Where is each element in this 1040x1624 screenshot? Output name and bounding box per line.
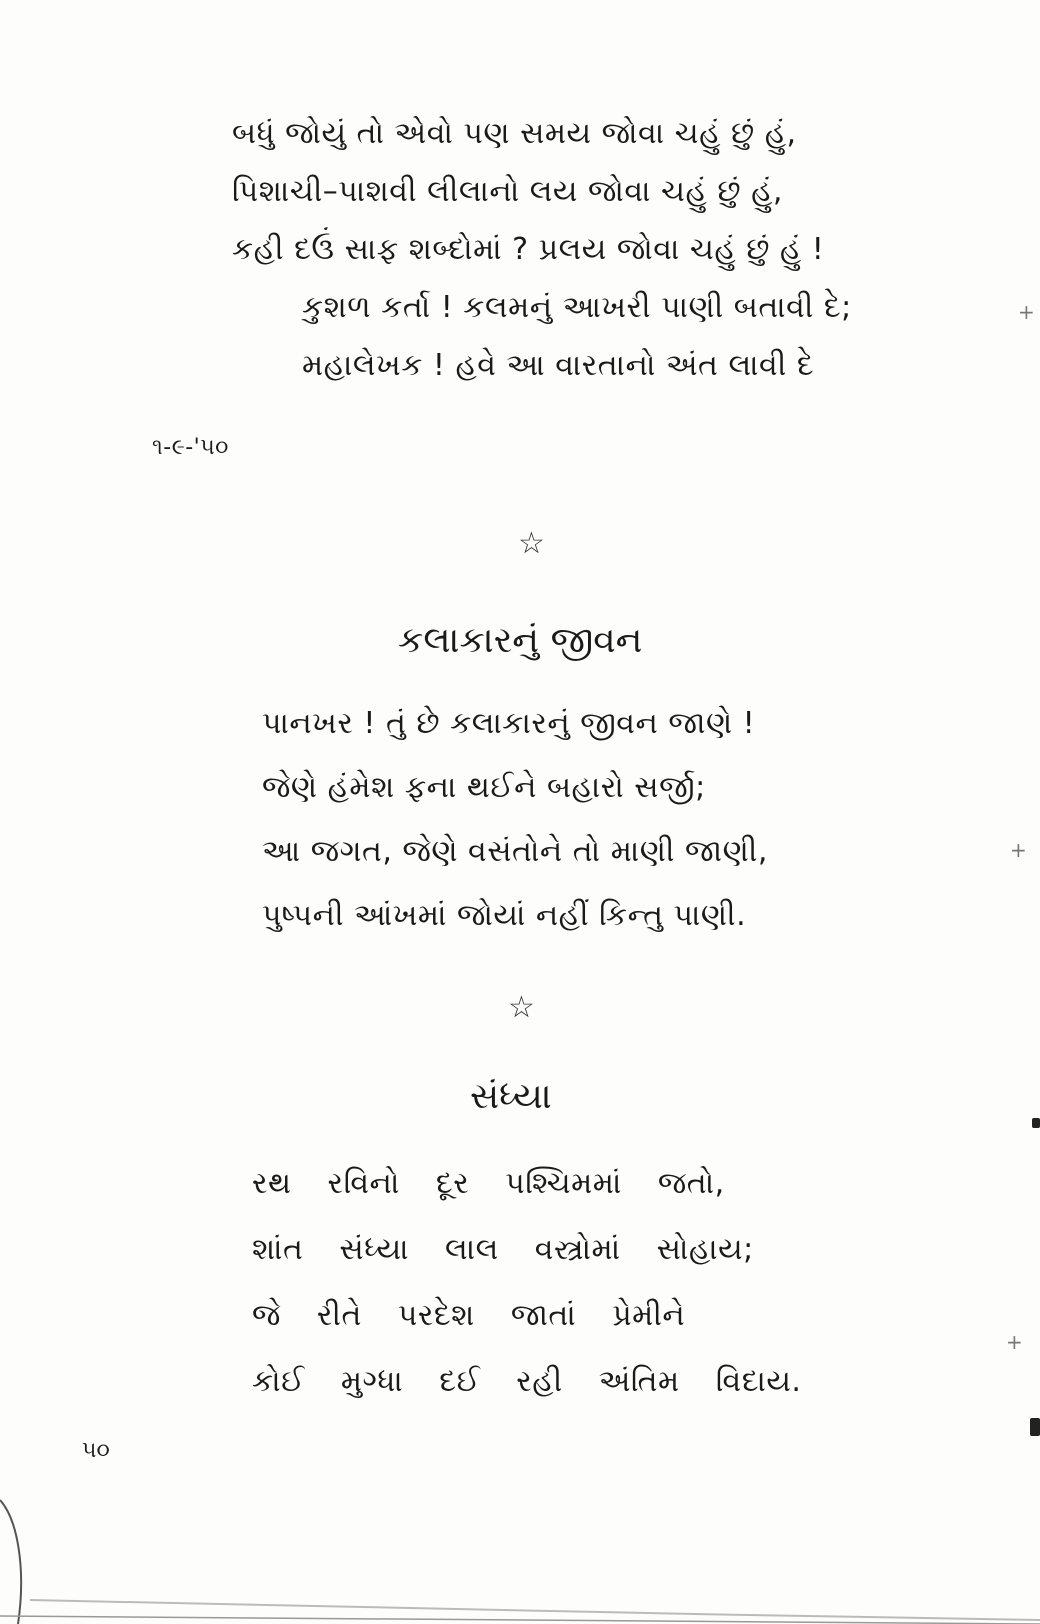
scan-mark-icon xyxy=(1030,1418,1040,1436)
star-divider-icon: ☆ xyxy=(508,990,535,1025)
scan-mark-icon: + xyxy=(1006,1330,1023,1354)
poem-title: સંધ્યા xyxy=(470,1076,552,1117)
poem-title: કલાકારનું જીવન xyxy=(398,620,643,661)
poem-line: મહાલેખક ! હવે આ વારતાનો અંત લાવી દે xyxy=(302,348,815,383)
poem-date: ૧-૯-'૫૦ xyxy=(152,435,229,460)
scan-mark-icon xyxy=(1032,1118,1040,1128)
poem-line: આ જગત, જેણે વસંતોને તો માણી જાણી, xyxy=(262,834,768,869)
scan-mark-icon: + xyxy=(1018,300,1035,324)
poem-line: રથ રવિનો દૂર પશ્ચિમમાં જતો, xyxy=(252,1166,725,1201)
page-edge-curve-icon xyxy=(0,1480,1040,1624)
poem-line: બધું જોયું તો એવો પણ સમય જોવા ચહું છું હું, xyxy=(232,116,797,151)
poem-line: શાંત સંધ્યા લાલ વસ્ત્રોમાં સોહાય; xyxy=(252,1232,754,1267)
scan-mark-icon: + xyxy=(1010,838,1027,862)
poem-line: કુશળ કર્તા ! કલમનું આખરી પાણી બતાવી દે; xyxy=(302,290,852,325)
poem-line: કોઈ મુગ્ધા દઈ રહી અંતિમ વિદાય. xyxy=(252,1364,802,1399)
star-divider-icon: ☆ xyxy=(518,526,545,561)
poem-line: કહી દઉં સાફ શબ્દોમાં ? પ્રલય જોવા ચહું છું હું ! xyxy=(232,232,825,267)
page-number: ૫૦ xyxy=(82,1438,110,1463)
poem-line: જે રીતે પરદેશ જાતાં પ્રેમીને xyxy=(252,1298,686,1333)
poem-line: પિશાચી–પાશવી લીલાનો લય જોવા ચહું છું હું, xyxy=(232,174,783,209)
poem-line: પાનખર ! તું છે કલાકારનું જીવન જાણે ! xyxy=(262,706,756,741)
poem-line: જેણે હંમેશ ફના થઈને બહારો સર્જી; xyxy=(262,770,706,805)
poem-line: પુષ્પની આંખમાં જોયાં નહીં કિન્તુ પાણી. xyxy=(262,898,747,933)
